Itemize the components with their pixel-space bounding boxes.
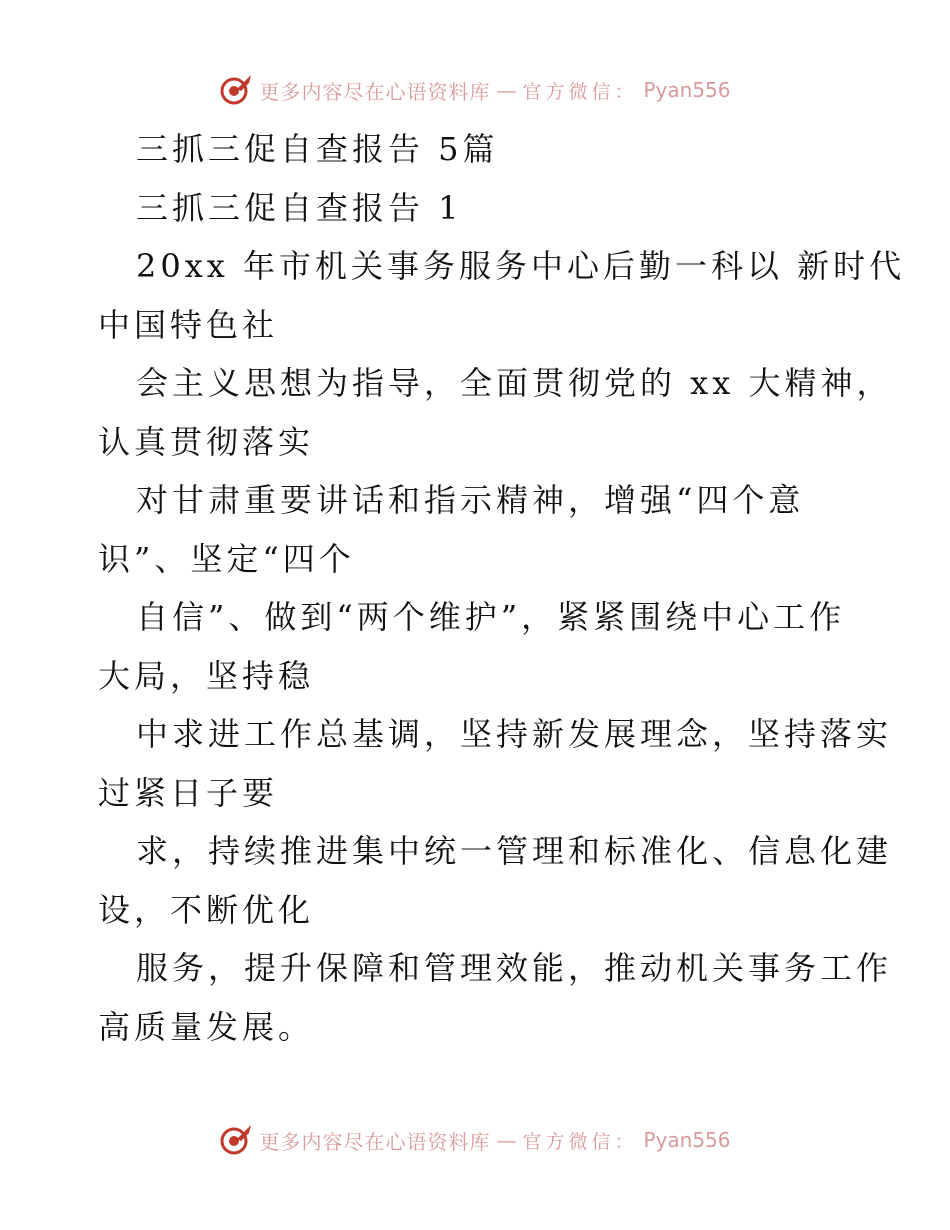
watermark-dash: — [496, 78, 517, 102]
paragraph-line: 会主义思想为指导，全面贯彻党的 xx 大精神， [136, 364, 893, 402]
watermark-wechat-label: 官方微信： [522, 1130, 638, 1153]
watermark-wechat-id: Pyan556 [643, 78, 731, 102]
paragraph-line: 设，不断优化 [98, 890, 315, 929]
footer-watermark [0, 1120, 950, 1160]
paragraph-line: 高质量发展。 [98, 1007, 315, 1046]
paragraph-line: 过紧日子要 [98, 773, 279, 812]
paragraph-line: 中国特色社 [98, 305, 279, 344]
paragraph-line: 识”、坚定“四个 [98, 539, 355, 578]
paragraph-line: 求，持续推进集中统一管理和标准化、信息化建 [136, 832, 893, 870]
watermark-text: 更多内容尽在心语资料库 [259, 79, 491, 104]
document-body [98, 120, 906, 1056]
feather-pen-logo-icon [219, 1123, 253, 1157]
paragraph-line: 大局，坚持稳 [98, 656, 315, 695]
watermark-wechat-id: Pyan556 [643, 1128, 731, 1152]
paragraph-line: 自信”、做到“两个维护”，紧紧围绕中心工作 [136, 598, 846, 636]
paragraph-line: 中求进工作总基调，坚持新发展理念，坚持落实 [136, 715, 893, 753]
watermark-text: 更多内容尽在心语资料库 [259, 1129, 491, 1154]
document-title: 三抓三促自查报告 5篇 [136, 130, 499, 168]
paragraph-line: 服务，提升保障和管理效能，推动机关事务工作 [136, 949, 893, 987]
watermark-wechat-label: 官方微信： [522, 80, 638, 103]
paragraph-line: 20xx 年市机关事务服务中心后勤一科以 新时代 [136, 247, 906, 285]
section-heading: 三抓三促自查报告 1 [136, 188, 463, 227]
paragraph-line: 认真贯彻落实 [98, 422, 315, 461]
watermark-dash: — [496, 1128, 517, 1152]
paragraph-line: 对甘肃重要讲话和指示精神，增强“四个意 [136, 481, 805, 519]
header-watermark [0, 70, 950, 110]
feather-pen-logo-icon [219, 73, 253, 107]
